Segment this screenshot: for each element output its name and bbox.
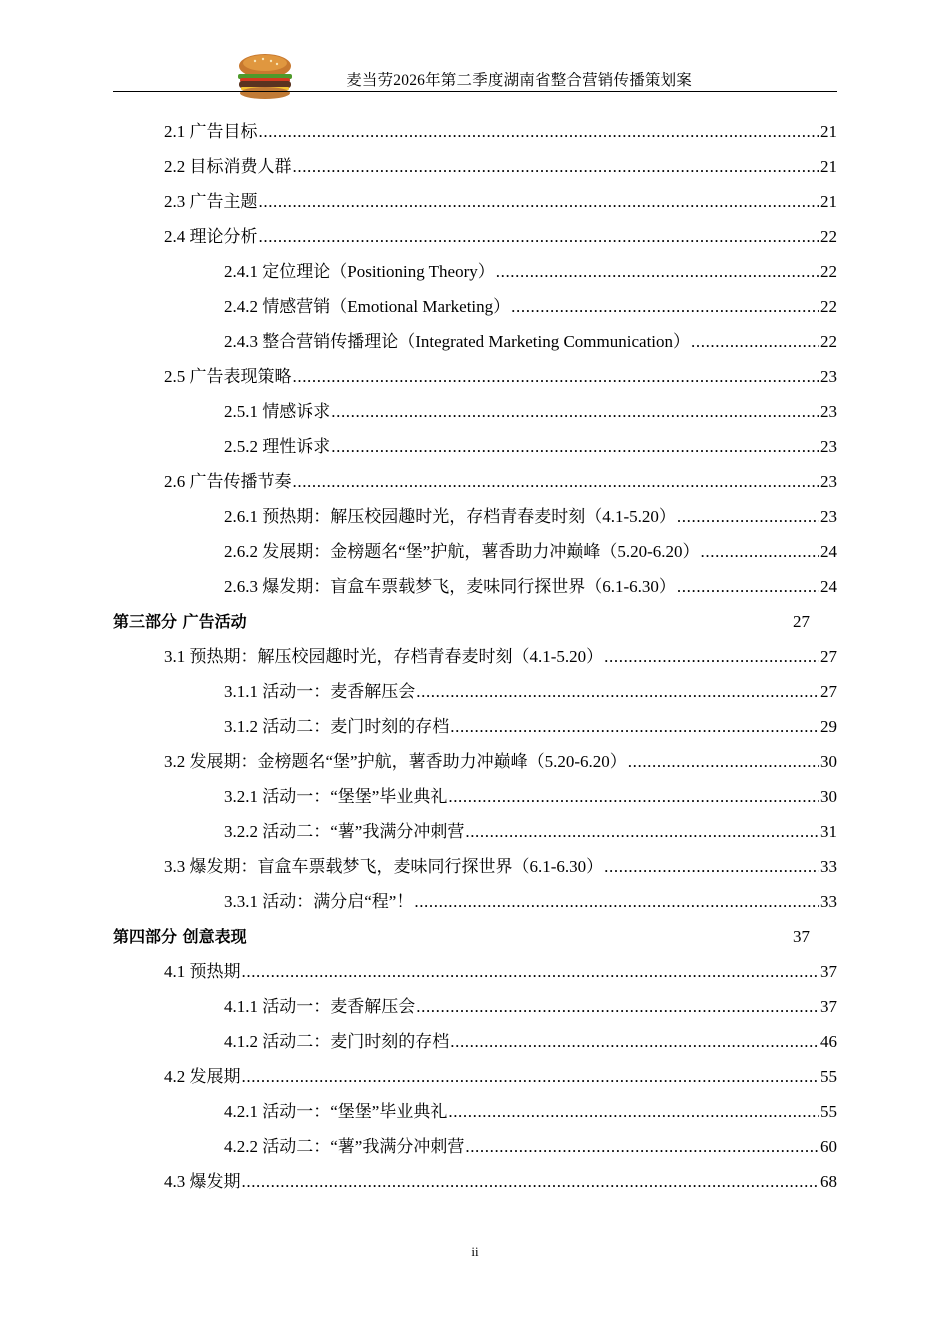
toc-entry[interactable] (0, 884, 950, 919)
toc-entry-line (113, 604, 818, 639)
toc-entry-title: 2.4.2 情感营销（Emotional Marketing） (224, 297, 511, 316)
toc-page-number: 55 (820, 1102, 837, 1121)
toc-dot-leader (331, 394, 819, 429)
toc-entry-title: 2.5 广告表现策略 (164, 367, 292, 386)
toc-entry-line (164, 1164, 837, 1199)
toc-entry[interactable] (0, 324, 950, 359)
toc-dot-leader (448, 1094, 819, 1129)
page-number: ii (471, 1244, 479, 1259)
toc-part-heading[interactable] (0, 604, 950, 639)
toc-dot-leader (496, 254, 819, 289)
toc-entry[interactable] (0, 114, 950, 149)
document-title: 麦当劳2026年第二季度湖南省整合营销传播策划案 (346, 72, 692, 89)
toc-entry[interactable] (0, 289, 950, 324)
toc-entry-title: 3.3.1 活动：满分启“程”！ (224, 892, 414, 911)
toc-entry[interactable] (0, 954, 950, 989)
toc-entry[interactable] (0, 569, 950, 604)
toc-entry[interactable] (0, 534, 950, 569)
toc-entry-title: 4.2.1 活动一：“堡堡”毕业典礼 (224, 1102, 448, 1121)
toc-entry-line (224, 394, 837, 429)
toc-dot-leader (259, 219, 820, 254)
header-divider (113, 91, 837, 92)
toc-entry-line (224, 674, 837, 709)
toc-dot-leader (677, 499, 819, 534)
toc-entry-line (224, 779, 837, 814)
toc-dot-leader (242, 954, 820, 989)
toc-entry[interactable] (0, 149, 950, 184)
toc-entry-title: 2.6 广告传播节奏 (164, 472, 292, 491)
toc-page-number: 21 (820, 122, 837, 141)
toc-page-number: 29 (820, 717, 837, 736)
toc-page-number: 37 (793, 927, 810, 946)
toc-page-number: 31 (820, 822, 837, 841)
toc-entry-title: 第四部分 创意表现 (113, 927, 247, 946)
toc-page-number: 23 (820, 402, 837, 421)
toc-entry-title: 3.1.2 活动二：麦门时刻的存档 (224, 717, 450, 736)
toc-entry-line (113, 919, 818, 954)
toc-page-number: 23 (820, 437, 837, 456)
toc-entry[interactable] (0, 184, 950, 219)
toc-dot-leader (416, 674, 819, 709)
toc-entry[interactable] (0, 779, 950, 814)
toc-entry-line (164, 954, 837, 989)
toc-page-number: 27 (820, 647, 837, 666)
toc-entry-title: 2.3 广告主题 (164, 192, 258, 211)
toc-entry-line (224, 289, 837, 324)
toc-entry-title: 4.1 预热期 (164, 962, 241, 981)
toc-entry[interactable] (0, 989, 950, 1024)
toc-page-number: 22 (820, 297, 837, 316)
toc-entry-title: 4.2.2 活动二：“薯”我满分冲刺营 (224, 1137, 465, 1156)
toc-entry-line (224, 569, 837, 604)
toc-entry-title: 2.1 广告目标 (164, 122, 258, 141)
toc-entry-line (224, 989, 837, 1024)
toc-page-number: 33 (820, 892, 837, 911)
toc-entry[interactable] (0, 1129, 950, 1164)
toc-entry-line (164, 184, 837, 219)
toc-entry-line (164, 744, 837, 779)
toc-entry-title: 2.6.2 发展期：金榜题名“堡”护航，薯香助力冲巅峰（5.20-6.20） (224, 542, 700, 561)
toc-page-number: 60 (820, 1137, 837, 1156)
toc-page-number: 23 (820, 507, 837, 526)
toc-entry-title: 3.3 爆发期：盲盒车票载梦飞，麦味同行探世界（6.1-6.30） (164, 857, 604, 876)
toc-entry[interactable] (0, 1059, 950, 1094)
toc-dot-leader (701, 534, 819, 569)
toc-entry[interactable] (0, 359, 950, 394)
toc-dot-leader (259, 114, 820, 149)
toc-dot-leader (416, 989, 819, 1024)
toc-entry[interactable] (0, 499, 950, 534)
toc-page-number: 27 (820, 682, 837, 701)
toc-entry-title: 2.4.3 整合营销传播理论（Integrated Marketing Communication） (224, 332, 691, 351)
toc-entry-line (164, 149, 837, 184)
toc-dot-leader (242, 1164, 820, 1199)
toc-entry-line (224, 884, 837, 919)
toc-page-number: 23 (820, 472, 837, 491)
toc-entry[interactable] (0, 849, 950, 884)
toc-entry-title: 3.1 预热期：解压校园趣时光，存档青春麦时刻（4.1-5.20） (164, 647, 604, 666)
toc-entry-line (224, 499, 837, 534)
toc-page-number: 33 (820, 857, 837, 876)
toc-page-number: 46 (820, 1032, 837, 1051)
toc-dot-leader (450, 709, 819, 744)
toc-entry-title: 2.5.1 情感诉求 (224, 402, 331, 421)
toc-entry-line (164, 359, 837, 394)
toc-entry-title: 2.2 目标消费人群 (164, 157, 292, 176)
toc-entry-line (224, 254, 837, 289)
toc-page-number: 22 (820, 227, 837, 246)
burger-icon (233, 52, 297, 100)
toc-entry-title: 2.6.3 爆发期：盲盒车票载梦飞，麦味同行探世界（6.1-6.30） (224, 577, 676, 596)
toc-entry[interactable] (0, 254, 950, 289)
toc-dot-leader (677, 569, 819, 604)
toc-entry-title: 2.6.1 预热期：解压校园趣时光，存档青春麦时刻（4.1-5.20） (224, 507, 676, 526)
toc-page-number: 24 (820, 577, 837, 596)
toc-dot-leader (293, 149, 820, 184)
toc-entry-title: 2.4.1 定位理论（Positioning Theory） (224, 262, 495, 281)
toc-page-number: 24 (820, 542, 837, 561)
toc-page-number: 22 (820, 332, 837, 351)
toc-part-heading[interactable] (0, 919, 950, 954)
toc-dot-leader (293, 464, 820, 499)
toc-entry-title: 4.1.1 活动一：麦香解压会 (224, 997, 416, 1016)
toc-entry-title: 4.2 发展期 (164, 1067, 241, 1086)
toc-entry-title: 4.3 爆发期 (164, 1172, 241, 1191)
toc-entry-line (224, 709, 837, 744)
toc-page-number: 22 (820, 262, 837, 281)
toc-dot-leader (511, 289, 819, 324)
toc-dot-leader (450, 1024, 819, 1059)
toc-entry[interactable] (0, 674, 950, 709)
toc-entry[interactable] (0, 464, 950, 499)
page-header (113, 50, 837, 92)
toc-dot-leader (628, 744, 819, 779)
toc-entry-title: 3.2.2 活动二：“薯”我满分冲刺营 (224, 822, 465, 841)
toc-entry-line (224, 534, 837, 569)
toc-page-number: 27 (793, 612, 810, 631)
toc-dot-leader (604, 849, 819, 884)
toc-page-number: 30 (820, 752, 837, 771)
toc-entry-line (224, 429, 837, 464)
toc-entry-line (224, 324, 837, 359)
toc-entry-line (164, 114, 837, 149)
toc-dot-leader (293, 359, 820, 394)
toc-dot-leader (242, 1059, 820, 1094)
toc-entry-line (224, 1094, 837, 1129)
toc-page-number: 68 (820, 1172, 837, 1191)
toc-dot-leader (448, 779, 819, 814)
toc-entry[interactable] (0, 394, 950, 429)
toc-dot-leader (414, 884, 819, 919)
toc-entry[interactable] (0, 1164, 950, 1199)
toc-entry-line (164, 219, 837, 254)
toc-dot-leader (465, 1129, 819, 1164)
toc-entry-line (164, 1059, 837, 1094)
toc-entry-line (224, 814, 837, 849)
toc-entry[interactable] (0, 814, 950, 849)
table-of-contents (0, 114, 950, 1199)
toc-page-number: 37 (820, 962, 837, 981)
toc-entry[interactable] (0, 744, 950, 779)
toc-entry-line (164, 849, 837, 884)
toc-entry-title: 2.4 理论分析 (164, 227, 258, 246)
toc-entry-title: 3.1.1 活动一：麦香解压会 (224, 682, 416, 701)
toc-entry-title: 第三部分 广告活动 (113, 612, 247, 631)
toc-entry[interactable] (0, 1024, 950, 1059)
toc-entry-line (164, 464, 837, 499)
toc-page-number: 30 (820, 787, 837, 806)
toc-entry[interactable] (0, 639, 950, 674)
toc-dot-leader (691, 324, 819, 359)
toc-entry-line (224, 1024, 837, 1059)
toc-entry-title: 2.5.2 理性诉求 (224, 437, 331, 456)
toc-entry-title: 3.2.1 活动一：“堡堡”毕业典礼 (224, 787, 448, 806)
toc-entry[interactable] (0, 1094, 950, 1129)
toc-entry-title: 3.2 发展期：金榜题名“堡”护航，薯香助力冲巅峰（5.20-6.20） (164, 752, 627, 771)
toc-dot-leader (465, 814, 819, 849)
toc-entry[interactable] (0, 219, 950, 254)
toc-entry-title: 4.1.2 活动二：麦门时刻的存档 (224, 1032, 450, 1051)
toc-dot-leader (259, 184, 820, 219)
toc-entry[interactable] (0, 429, 950, 464)
toc-entry-line (224, 1129, 837, 1164)
toc-dot-leader (604, 639, 819, 674)
toc-entry-line (164, 639, 837, 674)
toc-page-number: 21 (820, 192, 837, 211)
toc-page-number: 37 (820, 997, 837, 1016)
toc-page-number: 55 (820, 1067, 837, 1086)
toc-dot-leader (331, 429, 819, 464)
toc-page-number: 23 (820, 367, 837, 386)
toc-page-number: 21 (820, 157, 837, 176)
toc-entry[interactable] (0, 709, 950, 744)
